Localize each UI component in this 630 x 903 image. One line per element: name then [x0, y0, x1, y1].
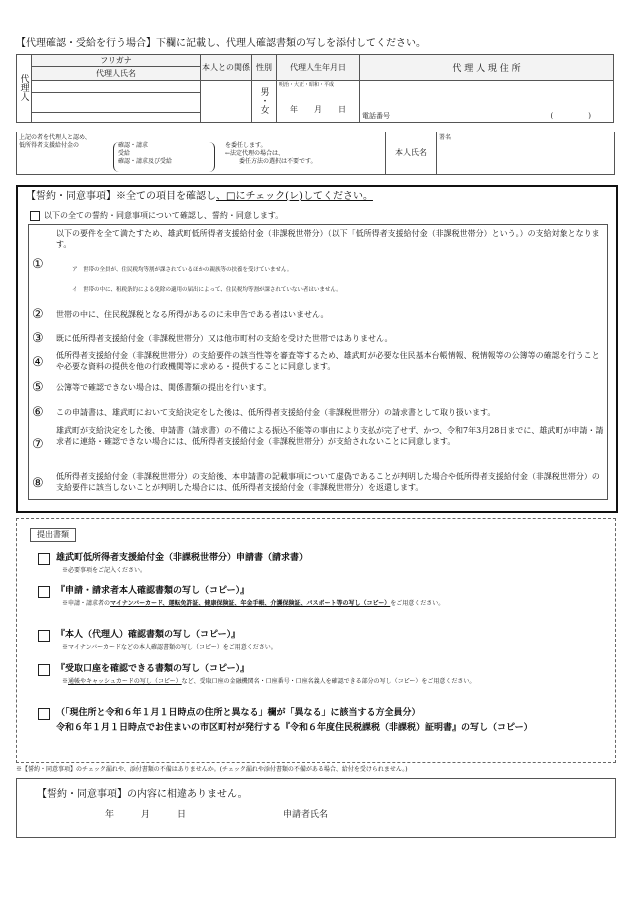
- delegation-right2: ←法定代理の場合は、: [225, 150, 285, 157]
- footer-note: ※【誓約・同意事項】のチェック漏れや、添付書類の不備はありませんか。(チェック漏れや添付書類の不備がある場合、給付を受けられません。): [16, 766, 408, 773]
- agent-name-header: 代理人氏名: [32, 67, 201, 81]
- doc-5-title: （「現住所と令和６年１月１日時点の住所と異なる」欄が「異なる」に該当する方全員分）: [56, 708, 421, 718]
- delegation-right1: を委任します。: [225, 142, 267, 149]
- doc-4-title: 『受取口座を確認できる書類の写し（コピー）』: [56, 664, 250, 674]
- section-title: [16, 38, 426, 50]
- agent-table: [16, 54, 614, 123]
- relation-field[interactable]: [201, 81, 252, 123]
- oath-item-6-text: この申請書は、雄武町において支給決定をした後は、低所得者支援給付金（非課税世帯分）の請求書として取り扱います。: [56, 408, 496, 417]
- oath-item-3-text: 既に低所得者支援給付金（非課税世帯分）又は他市町村の支給を受けた世帯ではありません。: [56, 334, 393, 343]
- relation-header: 本人との関係: [201, 55, 252, 81]
- doc-3-checkbox[interactable]: [38, 630, 50, 642]
- confirmation-applicant-field[interactable]: [337, 807, 597, 823]
- oath-item-1-number: ①: [32, 257, 44, 272]
- doc-3-title: 『本人（代理人）確認書類の写し（コピー）』: [56, 630, 241, 640]
- section-title-bracket: 【代理確認・受給を行う場合】: [16, 38, 156, 49]
- oath-heading-bracket: 【誓約・同意事項】: [26, 191, 116, 202]
- oath-heading-text: ※全ての項目を確認し: [116, 191, 216, 202]
- oath-item-1-sub-i: イ 世帯の中に、租税条約による免除の適用の届出によって、住民税均等割が課されていない者はいません。: [72, 287, 342, 293]
- oath-item-7-text: 雄武町が支給決定をした後、申請書（請求書）の不備による振込不能等の事由により支払が完了せず、かつ、令和7年3月28日までに、雄武町が申請・請求者に連絡・確認できない場合には、低所得者支援給付金（非課税世帯分）が支給されないことに同意します。: [56, 426, 604, 446]
- phone-label: 電話番号: [362, 112, 390, 120]
- doc-1-note: ※必要事項をご記入ください。: [62, 567, 147, 574]
- oath-item-8-text: 低所得者支援給付金（非課税世帯分）の支給後、本申請書の記載事項について虚偽であることが判明した場合や低所得者支援給付金（非課税世帯分）の支給要件に該当しないことが判明した場合には、低所得者支援給付金（非課税世帯分）を返還します。: [56, 472, 600, 492]
- oath-item-6-number: ⑥: [32, 405, 44, 420]
- doc-3-note: ※マイナンバーカードなどの本人確認書類の写し（コピー）をご用意ください。: [62, 644, 277, 651]
- doc-2-checkbox[interactable]: [38, 586, 50, 598]
- applicant-label: 本人氏名: [385, 132, 437, 174]
- oath-check-all-row: [30, 211, 283, 221]
- oath-item-2-number: ②: [32, 307, 44, 322]
- delegation-options: [113, 142, 215, 172]
- doc-2-note: ※申請・請求者のマイナンバーカード、運転免許証、健康保険証、年金手帳、介護保険証、パスポート等の写し（コピー）をご用意ください。: [62, 600, 445, 607]
- oath-item-7-number: ⑦: [32, 437, 44, 452]
- oath-heading-instruction: 、□にチェック(レ)してください。: [216, 191, 373, 202]
- address-header: 代 理 人 現 住 所: [360, 55, 614, 81]
- section-title-text: 下欄に記載し、代理人確認書類の写しを添付してください。: [156, 38, 426, 49]
- applicant-signature-field[interactable]: [437, 132, 613, 174]
- delegation-line1: 上記の者を代理人と認め、: [19, 134, 91, 141]
- oath-check-all-label: 以下の全ての誓約・同意事項について確認し、誓約・同意します。: [44, 211, 284, 220]
- confirmation-text: 【誓約・同意事項】の内容に相違ありません。: [37, 789, 248, 800]
- delegation-option-receive[interactable]: 受給: [118, 150, 131, 157]
- oath-item-8-number: ⑧: [32, 476, 44, 491]
- oath-heading: [26, 191, 373, 203]
- oath-item-1-sub-a: ア 世帯の全員が、住民税均等割が課されているほかの親族等の扶養を受けていません。: [72, 267, 293, 273]
- delegation-row: [16, 132, 615, 175]
- agent-name-field[interactable]: [32, 93, 201, 113]
- agent-side-label: 代理人: [17, 55, 32, 123]
- oath-item-4-text: 低所得者支援給付金（非課税世帯分）の支給要件の該当性等を審査等するため、雄武町が必要な住民基本台帳情報、税情報等の公簿等の確認を行うことや必要な資料の提供を他の行政機関等に求める・提供することに同意します。: [56, 351, 600, 371]
- gender-field[interactable]: 男・女: [252, 81, 277, 123]
- doc-5-title-2: 令和６年１月１日時点でお住まいの市区町村が発行する『令和６年度住民税課税（非課税）証明書』の写し（コピー）: [56, 723, 533, 733]
- birth-field[interactable]: [277, 81, 360, 123]
- era-options: 明治・大正・昭和・平成: [279, 82, 335, 88]
- date-fields: 年 月 日: [290, 105, 346, 114]
- delegation-option-confirm[interactable]: 確認・請求: [118, 142, 149, 149]
- oath-item-1-text: 以下の要件を全て満たすため、雄武町低所得者支援給付金（非課税世帯分）（以下「低所得者支援給付金（非課税世帯分）という。）の支給対象となります。: [56, 229, 600, 249]
- delegation-right3: 委任方法の選択は不要です。: [239, 158, 317, 165]
- phone-field[interactable]: ( ): [550, 112, 591, 120]
- birth-header: 代理人生年月日: [277, 55, 360, 81]
- oath-item-3-number: ③: [32, 331, 44, 346]
- doc-4-note: ※通帳やキャッシュカードの写し（コピー）など、受取口座の金融機関名・口座番号・口座名義人を確認できる部分の写し（コピー）をご用意ください。: [62, 678, 476, 685]
- confirmation-date[interactable]: 年 月 日: [105, 810, 187, 820]
- delegation-line2: 低所得者支援給付金の: [19, 142, 80, 149]
- doc-4-checkbox[interactable]: [38, 664, 50, 676]
- address-field[interactable]: [360, 81, 614, 123]
- furigana-header: フリガナ: [32, 55, 201, 67]
- signature-label: 署名: [439, 134, 452, 141]
- oath-item-5-text: 公簿等で確認できない場合は、関係書類の提出を行います。: [56, 383, 272, 392]
- oath-item-2-text: 世帯の中に、住民税課税となる所得があるのに未申告である者はいません。: [56, 310, 329, 319]
- oath-item-5-number: ⑤: [32, 380, 44, 395]
- doc-5-checkbox[interactable]: [38, 708, 50, 720]
- confirmation-box: [16, 778, 616, 838]
- submission-label: 提出書類: [30, 528, 76, 542]
- doc-1-title: 雄武町低所得者支援給付金（非課税世帯分）申請書（請求書）: [56, 553, 309, 563]
- doc-1-checkbox[interactable]: [38, 553, 50, 565]
- gender-header: 性別: [252, 55, 277, 81]
- delegation-option-both[interactable]: 確認・請求及び受給: [118, 158, 173, 165]
- oath-item-4-number: ④: [32, 355, 44, 370]
- oath-check-all-checkbox[interactable]: [30, 211, 40, 221]
- furigana-field[interactable]: [32, 81, 201, 93]
- agent-name-field-extra[interactable]: [32, 113, 201, 123]
- doc-2-title: 『申請・請求者本人確認書類の写し（コピー）』: [56, 586, 250, 596]
- confirmation-applicant-label: 申請者氏名: [283, 810, 329, 820]
